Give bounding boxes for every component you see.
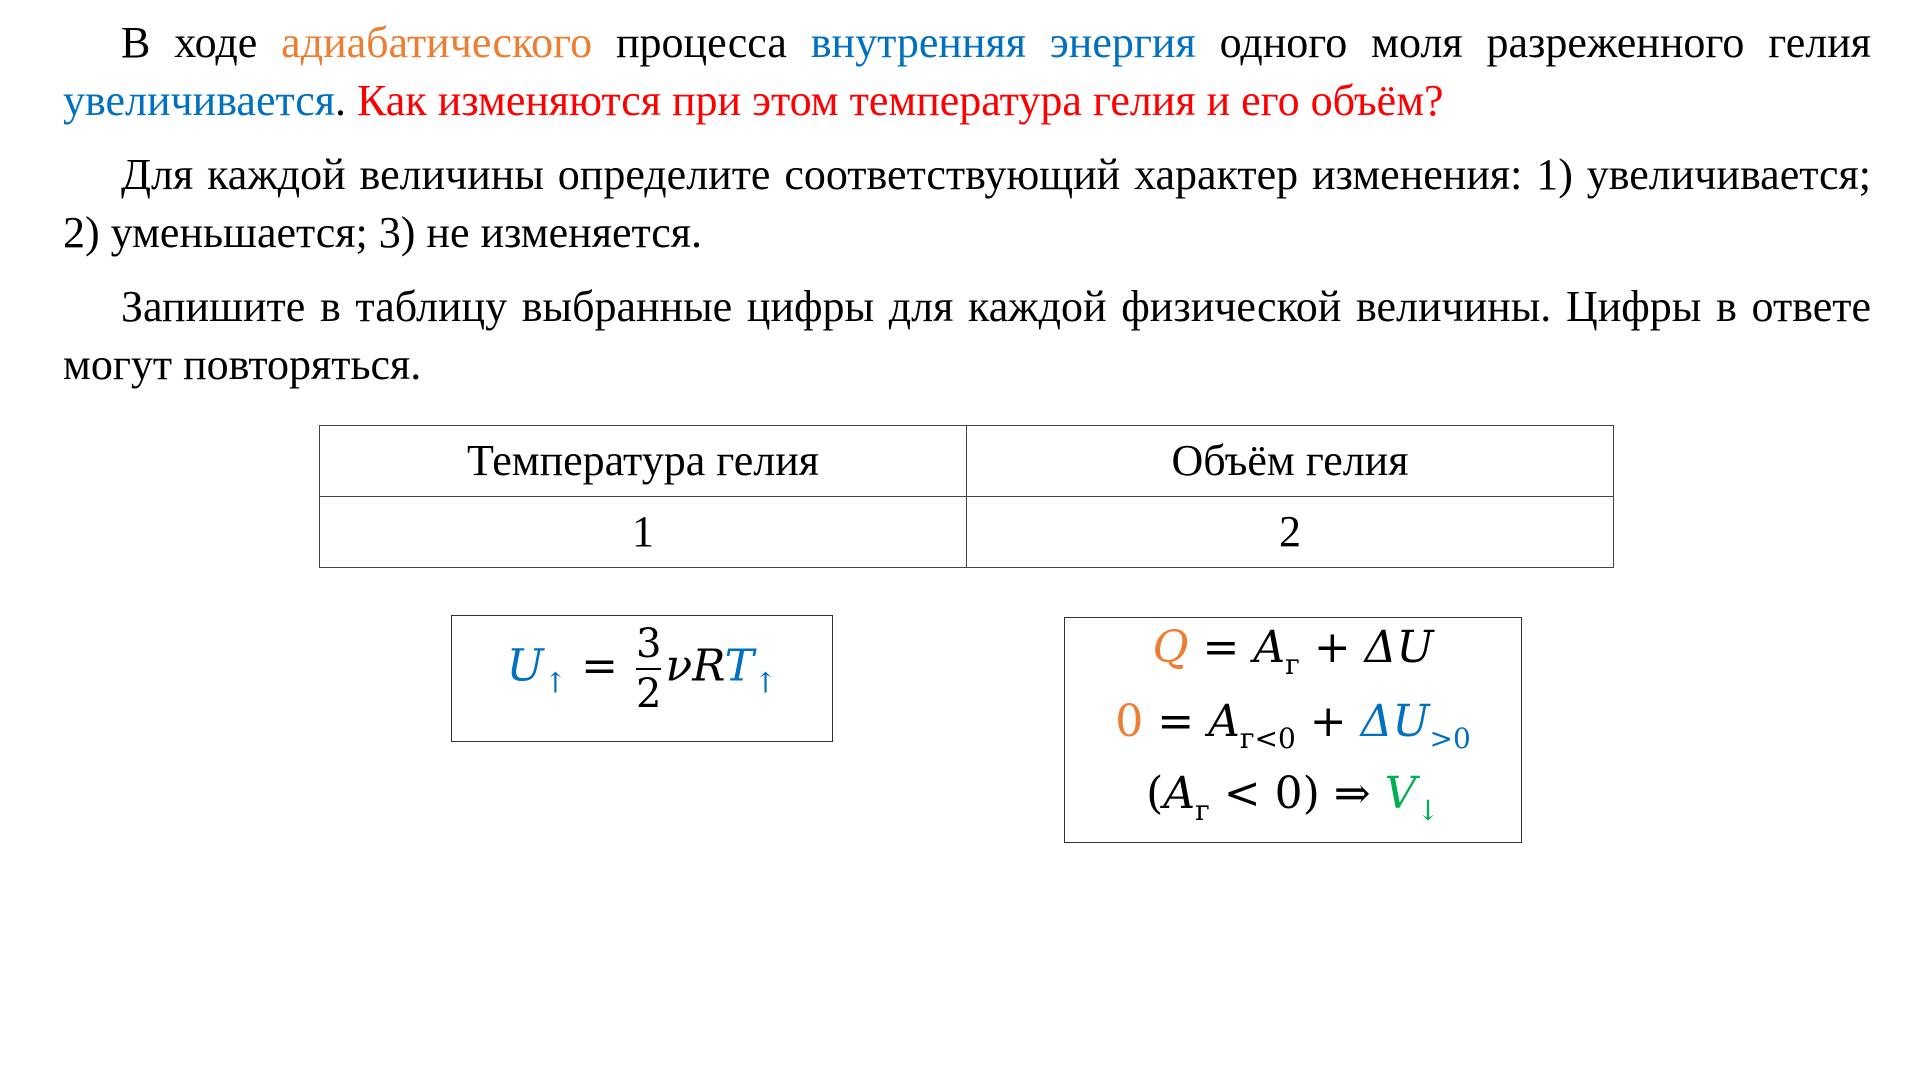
table-header-row — [320, 426, 1614, 497]
formula-equals: = — [1143, 696, 1209, 747]
formula-A: A — [1253, 622, 1286, 673]
answer-volume: 2 — [967, 497, 1614, 568]
formula-equals: = — [1188, 622, 1254, 673]
answer-temperature: 1 — [320, 497, 967, 568]
formula-nu-R: νR — [665, 640, 725, 692]
instructions-table: Запишите в таблицу выбранные цифры для каждой физической величины. Цифры в ответе могут повторяться. — [63, 282, 1871, 389]
formula-T: T — [724, 640, 754, 692]
fraction-numerator: 3 — [636, 621, 662, 667]
formula-Q: Q — [1152, 622, 1189, 673]
first-law-line — [1065, 622, 1521, 681]
formula-A-sub: г — [1285, 648, 1300, 681]
question-highlight: Как изменяются при этом температура гелия и его объём? — [357, 76, 1444, 125]
formula-A: A — [1208, 696, 1240, 747]
formula-delta-U: ΔU — [1360, 696, 1430, 747]
formula-plus: + — [1299, 622, 1365, 673]
formula-delta-U: ΔU — [1364, 622, 1434, 673]
internal-energy-formula — [452, 622, 832, 716]
table-answer-row — [320, 497, 1614, 568]
formula-paren-open: ( — [1146, 768, 1164, 819]
formula-A: A — [1163, 768, 1196, 819]
formula-zero: 0 — [1115, 696, 1144, 747]
formula-A-sub: г<0 — [1239, 722, 1296, 755]
text-segment: . — [335, 76, 358, 125]
highlight-increases: увеличивается — [63, 76, 336, 125]
highlight-adiabatic: адиабатического — [281, 18, 593, 67]
answer-table — [319, 425, 1614, 568]
adiabatic-substitution-line — [1065, 696, 1521, 755]
formula-delta-U-sub: >0 — [1429, 722, 1471, 755]
header-temperature: Температура гелия — [320, 426, 967, 497]
fraction-bar — [636, 668, 661, 670]
internal-energy-formula-box — [451, 615, 833, 742]
highlight-internal-energy: внутренняя энергия — [810, 18, 1196, 67]
fraction-denominator: 2 — [636, 671, 662, 717]
text-segment: В ходе — [121, 18, 282, 67]
formula-plus: + — [1295, 696, 1361, 747]
formula-implies: < 0) ⇒ — [1209, 768, 1385, 819]
first-law-formula-box — [1064, 617, 1522, 843]
text-segment: одного моля разреженного гелия — [1195, 18, 1872, 67]
arrow-up-icon: ↑ — [543, 666, 568, 700]
arrow-down-icon: ↓ — [1416, 794, 1440, 827]
volume-conclusion-line — [1065, 768, 1521, 827]
fraction-three-halves — [636, 622, 661, 716]
instructions-options: Для каждой величины определите соответствующий характер изменения: 1) увеличивается; 2) уменьшается; 3) не изменяется. — [63, 150, 1871, 257]
formula-equals: = — [567, 640, 632, 692]
formula-A-sub: г — [1195, 794, 1210, 827]
problem-statement — [63, 14, 1871, 130]
formula-V: V — [1384, 768, 1417, 819]
arrow-up-icon: ↑ — [753, 666, 778, 700]
header-volume: Объём гелия — [967, 426, 1614, 497]
text-segment: процесса — [592, 18, 811, 67]
formula-U: U — [506, 640, 544, 692]
